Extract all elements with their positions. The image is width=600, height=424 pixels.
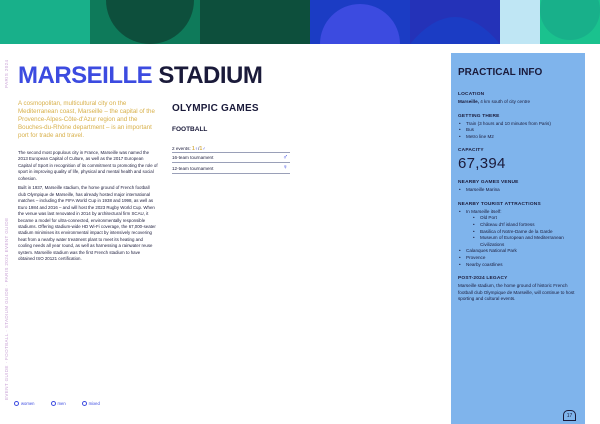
location-section (458, 92, 578, 106)
nearby-venue-section (458, 180, 578, 194)
legacy-text: Marseille stadium, the home ground of historic French football club Olympique de Marseille, will continue to host sporting and cultural events. (458, 283, 575, 302)
list-item: • Old Port (472, 215, 578, 222)
location-heading: LOCATION (458, 92, 485, 97)
capacity-section (458, 148, 578, 172)
location-text (458, 99, 578, 106)
list-item: • Nearby coastlines (458, 262, 578, 269)
men-icon (51, 401, 56, 406)
legend-item (51, 401, 66, 406)
header-banner (0, 0, 600, 44)
capacity-value: 67,394 (458, 155, 506, 173)
women-icon (14, 401, 19, 406)
sport-heading: FOOTBALL (172, 126, 208, 133)
body-paragraph: The second most populous city in France, Marseille was named the 2013 European Capital of Culture, as well as the 2017 European Capital of Sport in recognition of its commitment to promoting the role of sport in improving quality of life, physical and mental health and social cohesion. (18, 150, 158, 181)
practical-info-title: PRACTICAL INFO (458, 67, 543, 78)
legacy-section (458, 276, 578, 303)
list-item (458, 209, 578, 249)
tourist-sub-list (472, 215, 578, 248)
list-item: • Basilica of Notre-Dame de la Garde (472, 229, 578, 236)
gender-legend (14, 401, 100, 406)
list-item: • Metro line M2 (458, 134, 578, 141)
legacy-heading: POST-2024 LEGACY (458, 276, 508, 282)
location-detail: 4 km south of city centre (478, 99, 531, 104)
nearby-venue-heading: NEARBY GAMES VENUE (458, 180, 519, 186)
intro-paragraph: A cosmopolitan, multicultural city on the Mediterranean coast, Marseille – the capital of the Provence-Alpes-Côte-d'Azur region and the Bouches-du-Rhône department – is an important port for trade and travel. (18, 100, 155, 139)
legend-item (82, 401, 100, 406)
event-label: 16-team tournament (172, 155, 214, 160)
getting-there-heading: GETTING THERE (458, 113, 500, 119)
male-icon: ♂ (202, 146, 206, 151)
location-city: Marseille, (458, 99, 479, 104)
tourist-main: In Marseille itself: (466, 208, 502, 214)
tourist-section (458, 202, 578, 268)
body-text (18, 150, 158, 266)
male-icon: ♂ (282, 154, 288, 161)
event-label: 12-team tournament (172, 165, 214, 171)
getting-there-section (458, 114, 578, 141)
list-item: • Provence (458, 255, 578, 262)
list-item: • Marseille Marina (458, 187, 578, 194)
events-separator: / (198, 146, 200, 151)
mixed-icon (82, 401, 87, 406)
female-icon: ♀ (194, 146, 199, 151)
title-rest: STADIUM (152, 62, 263, 89)
banner-shapes (0, 0, 600, 44)
side-label-bottom: EVENT GUIDE · FOOTBALL · STADIUM GUIDE · PARIS 2024 EVENT GUIDE (4, 217, 9, 400)
tourist-list (458, 209, 578, 268)
female-icon: ♀ (282, 164, 288, 171)
list-item: • Train (3 hours and 10 minutes from Paris) (458, 121, 578, 128)
events-count-1: 1 (191, 146, 195, 152)
events-label: 2 events: (172, 146, 191, 151)
nearby-venue-list (458, 187, 578, 194)
getting-there-list (458, 121, 578, 141)
practical-info-panel (451, 53, 585, 424)
tourist-heading: NEARBY TOURIST ATTRACTIONS (458, 201, 541, 207)
title-highlight: MARSEILLE (18, 62, 153, 89)
list-item: • Château d'If island fortress (472, 222, 578, 229)
legend-label: men (57, 401, 66, 406)
events-count-2: 1 (199, 146, 203, 152)
side-label-top: PARIS 2024 (4, 59, 9, 88)
legend-label: mixed (88, 401, 100, 406)
olympic-games-heading: OLYMPIC GAMES (172, 103, 259, 114)
page-number: 17 (563, 410, 576, 421)
list-item: • Bus (458, 127, 578, 134)
legend-label: women (21, 401, 35, 406)
legend-item (14, 401, 35, 406)
list-item: • Museum of European and Mediterranean Civilizations (472, 235, 578, 248)
body-paragraph: Built in 1937, Marseille stadium, the home ground of French football club Olympique de Marseille, has already hosted major international matches – including the FIFA World Cup in 1938 and 1998, as well as Euro 1984 and 2016 – and will host the 2023 Rugby World Cup. When the venue was last renovated in 2014 by architectural firm SCAU, it became a model for ultra-connected, environmentally responsible stadiums. Offering stadium-wide HD Wi-Fi coverage, the 67,000-seater stadium minimises its environmental impact by intensively recovering heat from a nearby water treatment plant to meet its heating and cooling needs all year round, as well as harnessing a rainwater reuse system. Marseille stadium was the first French stadium to have obtained ISO 20121 certification. (18, 185, 156, 262)
capacity-heading: CAPACITY (458, 148, 484, 154)
events-table (172, 152, 290, 174)
page-title (18, 62, 262, 90)
table-row (172, 163, 290, 174)
list-item: • Calanques National Park (458, 248, 578, 255)
table-row (172, 152, 290, 163)
